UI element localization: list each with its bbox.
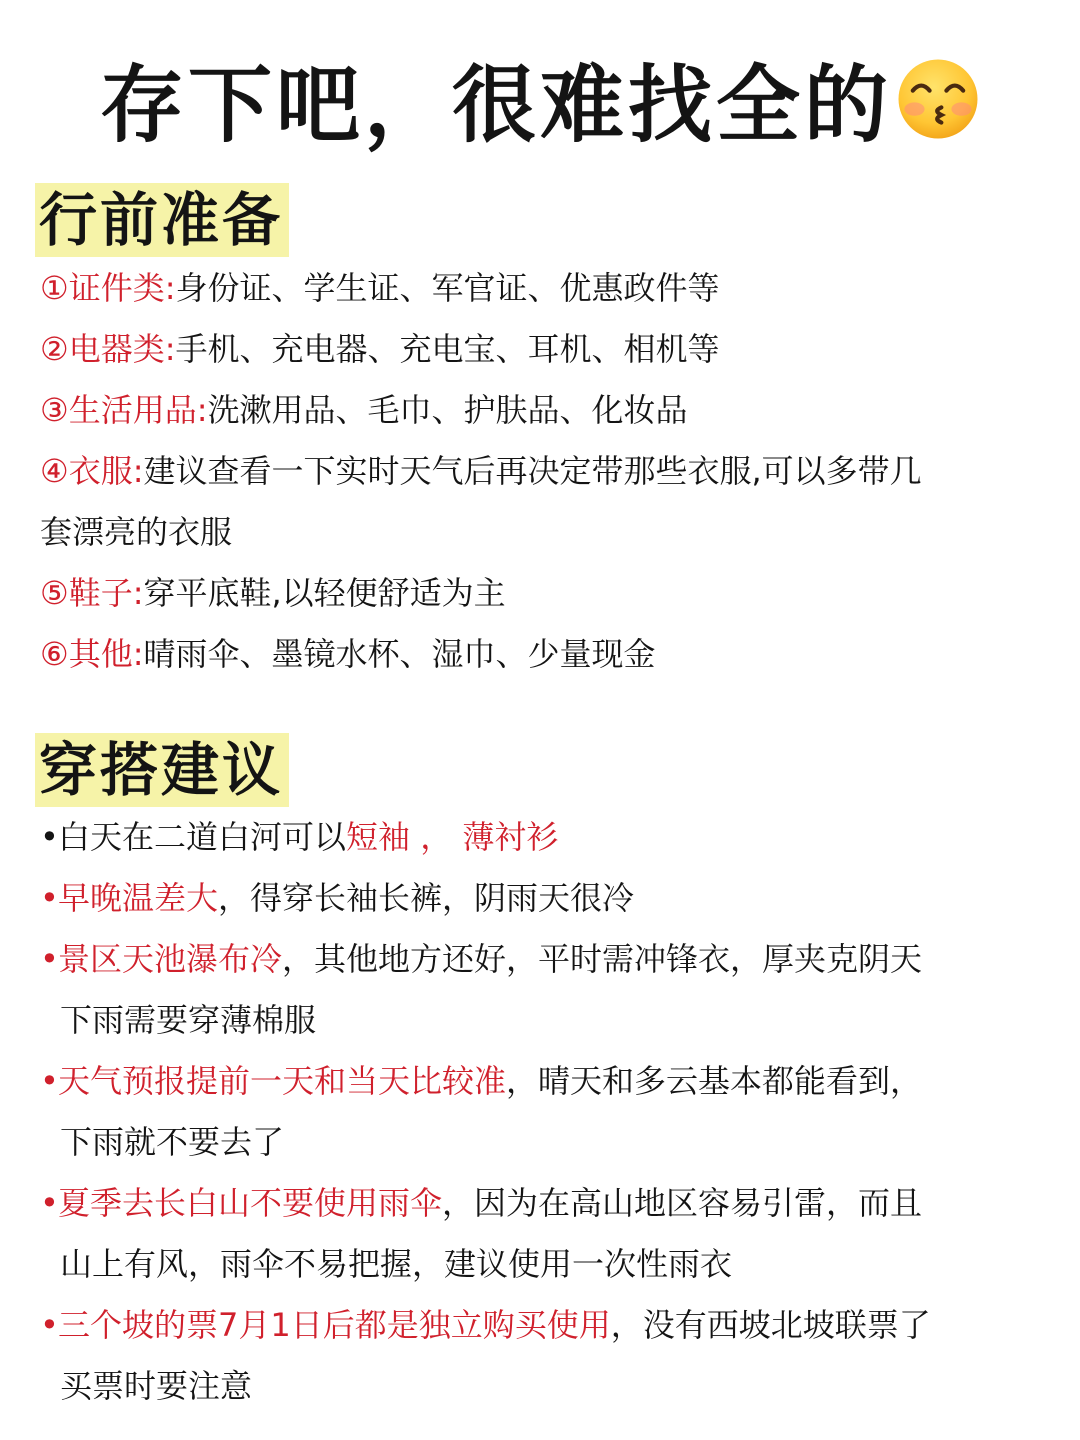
item-label: ③生活用品: xyxy=(40,391,208,429)
item-label: ①证件类: xyxy=(40,269,176,307)
list-item xyxy=(40,390,688,430)
bullet-text-highlight: 天气预报提前一天和当天比较准 xyxy=(58,1062,507,1100)
list-item xyxy=(40,573,506,613)
bullet-text-plain: ，得穿长袖长裤，阴雨天很冷 xyxy=(218,879,635,917)
item-label: ⑤鞋子: xyxy=(40,574,144,612)
list-item xyxy=(40,634,656,674)
item-label: ⑥其他: xyxy=(40,635,144,673)
item-text: 晴雨伞、墨镜水杯、湿巾、少量现金 xyxy=(143,635,656,673)
bullet-item xyxy=(40,817,558,857)
bullet-dot: • xyxy=(40,879,59,917)
bullet-text-highlight: 短袖 ， 薄衬衫 xyxy=(346,818,559,856)
bullet-continuation: 山上有风，雨伞不易把握，建议使用一次性雨衣 xyxy=(60,1245,733,1283)
bullet-dot: • xyxy=(40,940,59,978)
bullet-continuation: 买票时要注意 xyxy=(60,1367,253,1405)
bullet-text-highlight: 三个坡的票7月1日后都是独立购买使用 xyxy=(58,1306,611,1344)
bullet-continuation: 下雨需要穿薄棉服 xyxy=(60,1001,317,1039)
bullet-item xyxy=(40,1305,931,1345)
list-item xyxy=(40,329,720,369)
bullet-dot: • xyxy=(40,1306,59,1344)
bullet-continuation: 下雨就不要去了 xyxy=(60,1123,285,1161)
item-label: ④衣服: xyxy=(40,452,144,490)
bullet-text-plain: ，没有西坡北坡联票了 xyxy=(610,1306,931,1344)
bullet-text-plain: ，晴天和多云基本都能看到， xyxy=(506,1062,923,1100)
bullet-text-plain: 白天在二道白河可以 xyxy=(58,818,347,856)
section-heading-preparation: 行前准备 xyxy=(35,183,289,257)
bullet-dot: • xyxy=(40,818,59,856)
bullet-item xyxy=(40,1061,922,1101)
bullet-text-highlight: 早晚温差大 xyxy=(58,879,219,917)
item-text: 洗漱用品、毛巾、护肤品、化妆品 xyxy=(207,391,688,429)
item-text: 建议查看一下实时天气后再决定带那些衣服,可以多带几 xyxy=(143,452,922,490)
bullet-dot: • xyxy=(40,1184,59,1222)
bullet-item xyxy=(40,939,922,979)
item-text: 身份证、学生证、军官证、优惠政件等 xyxy=(175,269,720,307)
bullet-text-highlight: 夏季去长白山不要使用雨伞 xyxy=(58,1184,443,1222)
list-item xyxy=(40,268,720,308)
bullet-text-plain: ，其他地方还好，平时需冲锋衣，厚夹克阴天 xyxy=(282,940,923,978)
bullet-dot: • xyxy=(40,1062,59,1100)
page-title: 存下吧，很难找全的 xyxy=(99,56,892,154)
list-item-continuation: 套漂亮的衣服 xyxy=(40,513,233,551)
list-item xyxy=(40,451,922,491)
item-label: ②电器类: xyxy=(40,330,176,368)
item-text: 穿平底鞋,以轻便舒适为主 xyxy=(143,574,506,612)
item-text: 手机、充电器、充电宝、耳机、相机等 xyxy=(175,330,720,368)
bullet-text-highlight: 景区天池瀑布冷 xyxy=(58,940,283,978)
bullet-item xyxy=(40,878,634,918)
section-heading-outfit: 穿搭建议 xyxy=(35,733,289,807)
bullet-item xyxy=(40,1183,922,1223)
kissing-smiling-eyes-emoji-icon xyxy=(896,57,980,141)
page-title-row xyxy=(0,38,1080,159)
bullet-text-plain: ，因为在高山地区容易引雷，而且 xyxy=(442,1184,923,1222)
